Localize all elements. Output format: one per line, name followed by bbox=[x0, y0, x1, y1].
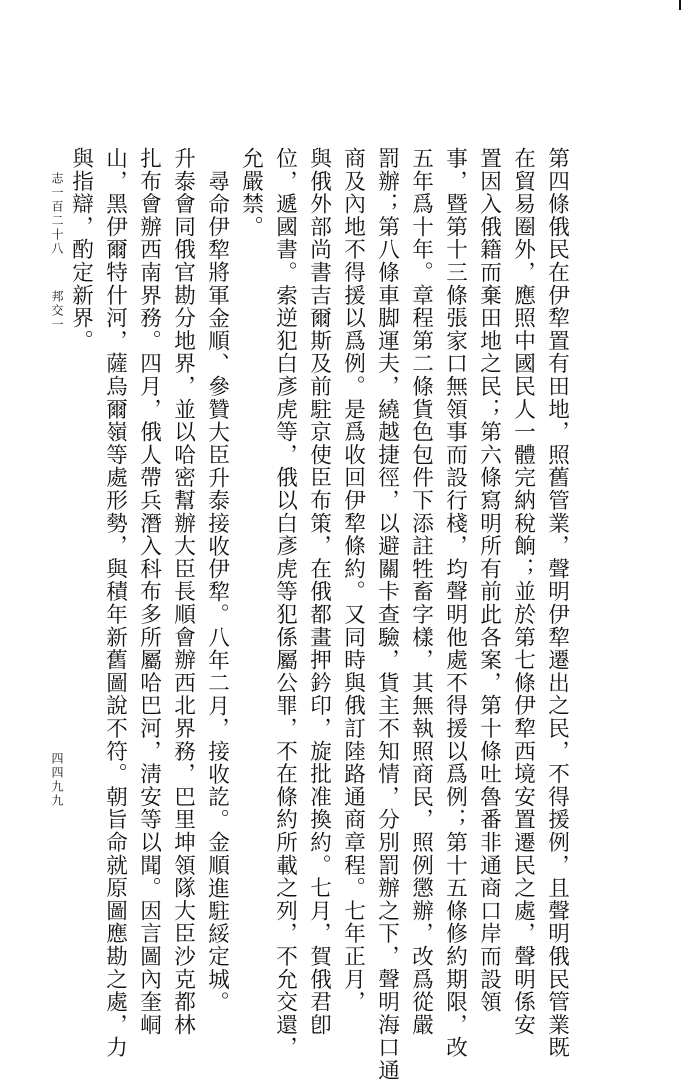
text-column: 山，黑伊爾特什河，薩烏爾嶺等處形勢，與積年新舊圖說不符。朝旨命就原圖應勘之處，力 bbox=[102, 147, 128, 1059]
text-column: 事，暨第十三條張家口無領事而設行棧，均聲明他處不得援以爲例；第十五條修約期限，改 bbox=[442, 147, 468, 1059]
text-column: 尋命伊犂將軍金順、參贊大臣升泰接收伊犂。八年二月，接收訖。金順進駐綏定城。 bbox=[204, 170, 230, 1014]
text-column: 罰辦；第八條車脚運夫，繞越捷徑，以避關卡查驗，貨主不知情，分別罰辦之下，聲明海口通 bbox=[374, 147, 400, 1082]
text-column: 與指辯，酌定新界。 bbox=[68, 147, 94, 353]
text-column: 第四條俄民在伊犂置有田地，照舊管業，聲明伊犂遷出之民，不得援例，且聲明俄民管業既 bbox=[544, 147, 570, 1059]
text-column: 置因入俄籍而棄田地之民；第六條寫明所有前此各案，第十條吐魯番非通商口岸而設領 bbox=[476, 147, 502, 1014]
running-header-volume: 志一百二十八 bbox=[50, 172, 64, 256]
running-header-section: 邦交一 bbox=[50, 290, 64, 332]
page-number: 四四九九 bbox=[50, 752, 64, 808]
text-column: 在貿易圈外，應照中國民人一體完納稅餉；並於第七條伊犂西境安置遷民之處，聲明係安 bbox=[510, 147, 536, 1037]
text-column: 五年爲十年。章程第二條貨色包件下添註牲畜字樣，其無執照商民，照例懲辦，改爲從嚴 bbox=[408, 147, 434, 1037]
text-column: 升泰會同俄官勘分地界，並以哈密幫辦大臣長順會辦西北界務，巴里坤領隊大臣沙克都林 bbox=[170, 147, 196, 1037]
text-column: 與俄外部尚書吉爾斯及前駐京使臣布策，在俄都畫押鈐印，旋批准換約。七月，賀俄君卽 bbox=[306, 147, 332, 1037]
text-column: 位，遞國書。索逆犯白彥虎等，俄以白彥虎等犯係屬公罪，不在條約所載之列，不允交還， bbox=[272, 147, 298, 1059]
text-column: 允嚴禁。 bbox=[238, 147, 264, 239]
text-column: 商及內地不得援以爲例。是爲收回伊犂條約。又同時與俄訂陸路通商章程。七年正月， bbox=[340, 147, 366, 1014]
text-column: 扎布會辦西南界務。四月，俄人帶兵潛入科布多所屬哈巴河，淸安等以聞。因言圖內奎峒 bbox=[136, 147, 162, 1037]
